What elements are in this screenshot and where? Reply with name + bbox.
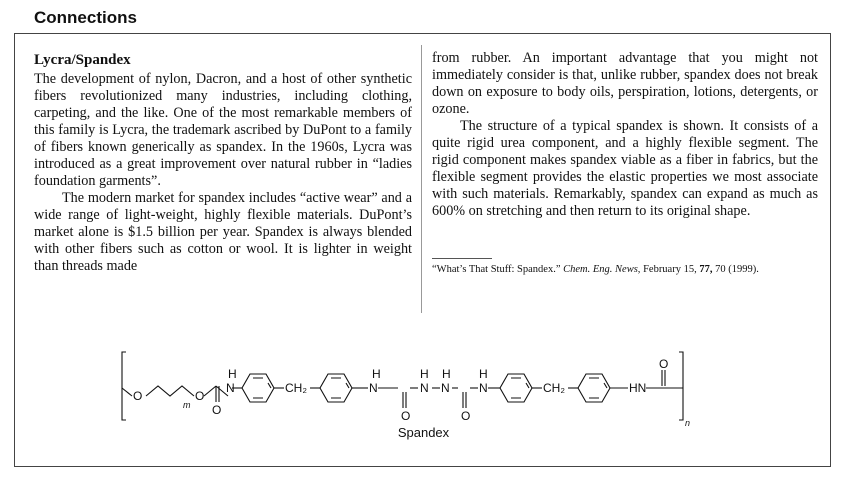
atom-h: H [420,367,429,381]
atom-h: H [228,367,237,381]
atom-o: O [401,409,411,423]
figure-caption: Spandex [397,425,450,440]
paragraph: The development of nylon, Dacron, and a host of other synthetic fibers revolutionized many industries, including clothing, carpeting, and the like. One of the most remarkable members of this family is Lycra, the trademark ascribed by DuPont to a family of fibers known generically as spandex. In the 1960s, Lycra was introduced as a great improvement over natural rubber in “ladies foundation garments”. [34,71,412,189]
footnote-journal: Chem. Eng. News, [563,264,641,275]
atom-o: O [461,409,471,423]
footnote-volume: 77, [699,264,713,275]
footnote-quote: “What’s That Stuff: Spandex.” [432,264,561,275]
column-divider [421,45,422,313]
atom-n: N [420,381,429,395]
atom-n: N [226,381,235,395]
subscript-n: n [685,418,691,428]
paragraph: The structure of a typical spandex is shown. It consists of a quite rigid urea component, and a highly flexible segment. The rigid component makes spandex viable as a fiber in fabrics, but the flexible segment provides the elastic properties we most associate with such materials. Remarkably, spandex can expand as much as 600% on stretching and then return to its original shape. [432,118,818,219]
footnote [432,263,818,277]
atom-h: H [442,367,451,381]
atom-h: H [479,367,488,381]
group-hn: HN [629,381,647,395]
section-header: Connections [34,8,137,27]
atom-o: O [195,389,205,403]
group-ch2: CH₂ [543,381,565,395]
atom-n: N [369,381,378,395]
atom-n: N [479,381,488,395]
atom-o: O [212,403,222,417]
atom-o: O [659,357,669,371]
left-column [34,50,412,275]
atom-n: N [441,381,450,395]
footnote-rule [432,258,492,259]
paragraph: The modern market for spandex includes “active wear” and a wide range of light-weight, highly flexible materials. DuPont’s market alone is $1.5 billion per year. Spandex is always blended with other fibers such as cotton or wool. It is lighter in weight than threads made [34,190,412,274]
footnote-rest: 70 (1999). [715,264,759,275]
right-column [432,50,818,220]
atom-o: O [133,389,143,403]
group-ch2: CH₂ [285,381,307,395]
atom-h: H [372,367,381,381]
subscript-m: m [183,400,191,410]
article-title: Lycra/Spandex [34,52,131,68]
footnote-date: February 15, [643,264,697,275]
paragraph: from rubber. An important advantage that you might not immediately consider is that, unlike rubber, spandex does not break down on exposure to body oils, perspiration, lotions, detergents, or ozone. [432,50,818,117]
